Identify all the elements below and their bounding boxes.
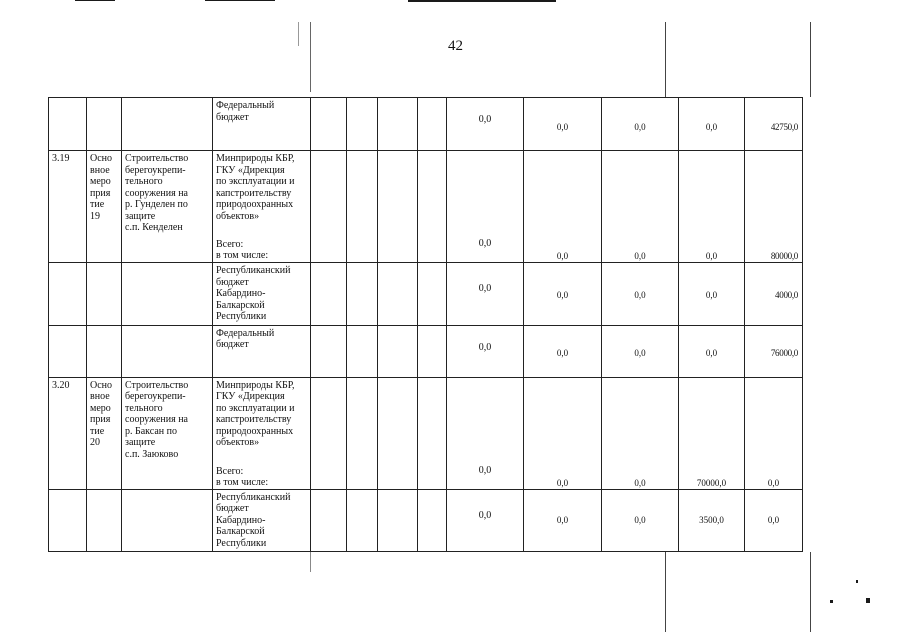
cell-kind: Осно вное меро прия тие 20 [87, 377, 122, 489]
scan-mark [408, 0, 556, 2]
scan-mark [866, 598, 870, 603]
cell-source: Республиканский бюджет Кабардино- Балкарской Республики [213, 263, 311, 326]
table-row [49, 98, 803, 151]
cell-value: 4000,0 [745, 263, 803, 326]
cell-value: 0,0 [679, 98, 745, 151]
cell-name [122, 489, 213, 552]
cell-value: 70000,0 [679, 377, 745, 489]
cell-value: 0,0 [447, 325, 524, 377]
scan-mark [856, 580, 858, 583]
cell-value: 0,0 [524, 98, 602, 151]
cell-kind [87, 98, 122, 151]
total-label: Всего: в том числе: [216, 239, 269, 261]
scan-mark [310, 22, 311, 92]
cell-responsible: Минприроды КБР, ГКУ «Дирекция по эксплуатации и капстроительству природоохранных объектов» Всего: в том числе: [213, 377, 311, 489]
cell-value: 0,0 [745, 489, 803, 552]
table-row [49, 263, 803, 326]
scan-mark [75, 0, 115, 1]
cell-value: 0,0 [602, 98, 679, 151]
cell-kind [87, 489, 122, 552]
table-row [49, 489, 803, 552]
cell-value: 0,0 [447, 151, 524, 263]
cell-name: Строительство берегоукрепи- тельного сооружения на р. Баксан по защите с.п. Заюково [122, 377, 213, 489]
table-row [49, 377, 803, 489]
cell-source: Федеральный бюджет [213, 98, 311, 151]
table-row [49, 151, 803, 263]
cell-number [49, 98, 87, 151]
cell-number [49, 489, 87, 552]
scan-mark [810, 22, 811, 97]
cell-value: 0,0 [602, 263, 679, 326]
cell-name [122, 98, 213, 151]
cell-value: 0,0 [679, 263, 745, 326]
cell-number [49, 263, 87, 326]
cell-number [49, 325, 87, 377]
scan-mark [665, 22, 666, 97]
scan-mark [205, 0, 275, 1]
cell-source: Федеральный бюджет [213, 325, 311, 377]
cell-name [122, 263, 213, 326]
cell-value: 76000,0 [745, 325, 803, 377]
cell-value: 0,0 [447, 263, 524, 326]
cell-value: 0,0 [602, 489, 679, 552]
cell-kind [87, 263, 122, 326]
cell-number: 3.19 [49, 151, 87, 263]
cell-value: 0,0 [679, 325, 745, 377]
cell-value: 0,0 [524, 263, 602, 326]
cell-value: 0,0 [447, 98, 524, 151]
cell-value: 0,0 [447, 377, 524, 489]
scan-mark [810, 552, 811, 632]
cell-value: 0,0 [524, 325, 602, 377]
page-number: 42 [448, 38, 463, 54]
scan-mark [310, 552, 311, 572]
cell-value: 0,0 [524, 377, 602, 489]
cell-value: 3500,0 [679, 489, 745, 552]
cell-value: 0,0 [602, 151, 679, 263]
cell-name: Строительство берегоукрепи- тельного сооружения на р. Гунделен по защите с.п. Кенделен [122, 151, 213, 263]
scan-mark [830, 600, 833, 603]
cell-value: 0,0 [447, 489, 524, 552]
cell-value: 80000,0 [745, 151, 803, 263]
cell-name [122, 325, 213, 377]
cell-value: 0,0 [679, 151, 745, 263]
cell-value: 42750,0 [745, 98, 803, 151]
scan-mark [665, 552, 666, 632]
cell-source: Республиканский бюджет Кабардино- Балкарской Республики [213, 489, 311, 552]
scan-mark [298, 22, 299, 46]
cell-kind: Осно вное меро прия тие 19 [87, 151, 122, 263]
cell-kind [87, 325, 122, 377]
cell-responsible: Минприроды КБР, ГКУ «Дирекция по эксплуатации и капстроительству природоохранных объектов» Всего: в том числе: [213, 151, 311, 263]
cell-value: 0,0 [524, 151, 602, 263]
cell-value: 0,0 [602, 325, 679, 377]
cell-value: 0,0 [524, 489, 602, 552]
cell-value: 0,0 [745, 377, 803, 489]
table-row [49, 325, 803, 377]
cell-value: 0,0 [602, 377, 679, 489]
budget-table [48, 97, 803, 552]
cell-number: 3.20 [49, 377, 87, 489]
total-label: Всего: в том числе: [216, 465, 269, 488]
